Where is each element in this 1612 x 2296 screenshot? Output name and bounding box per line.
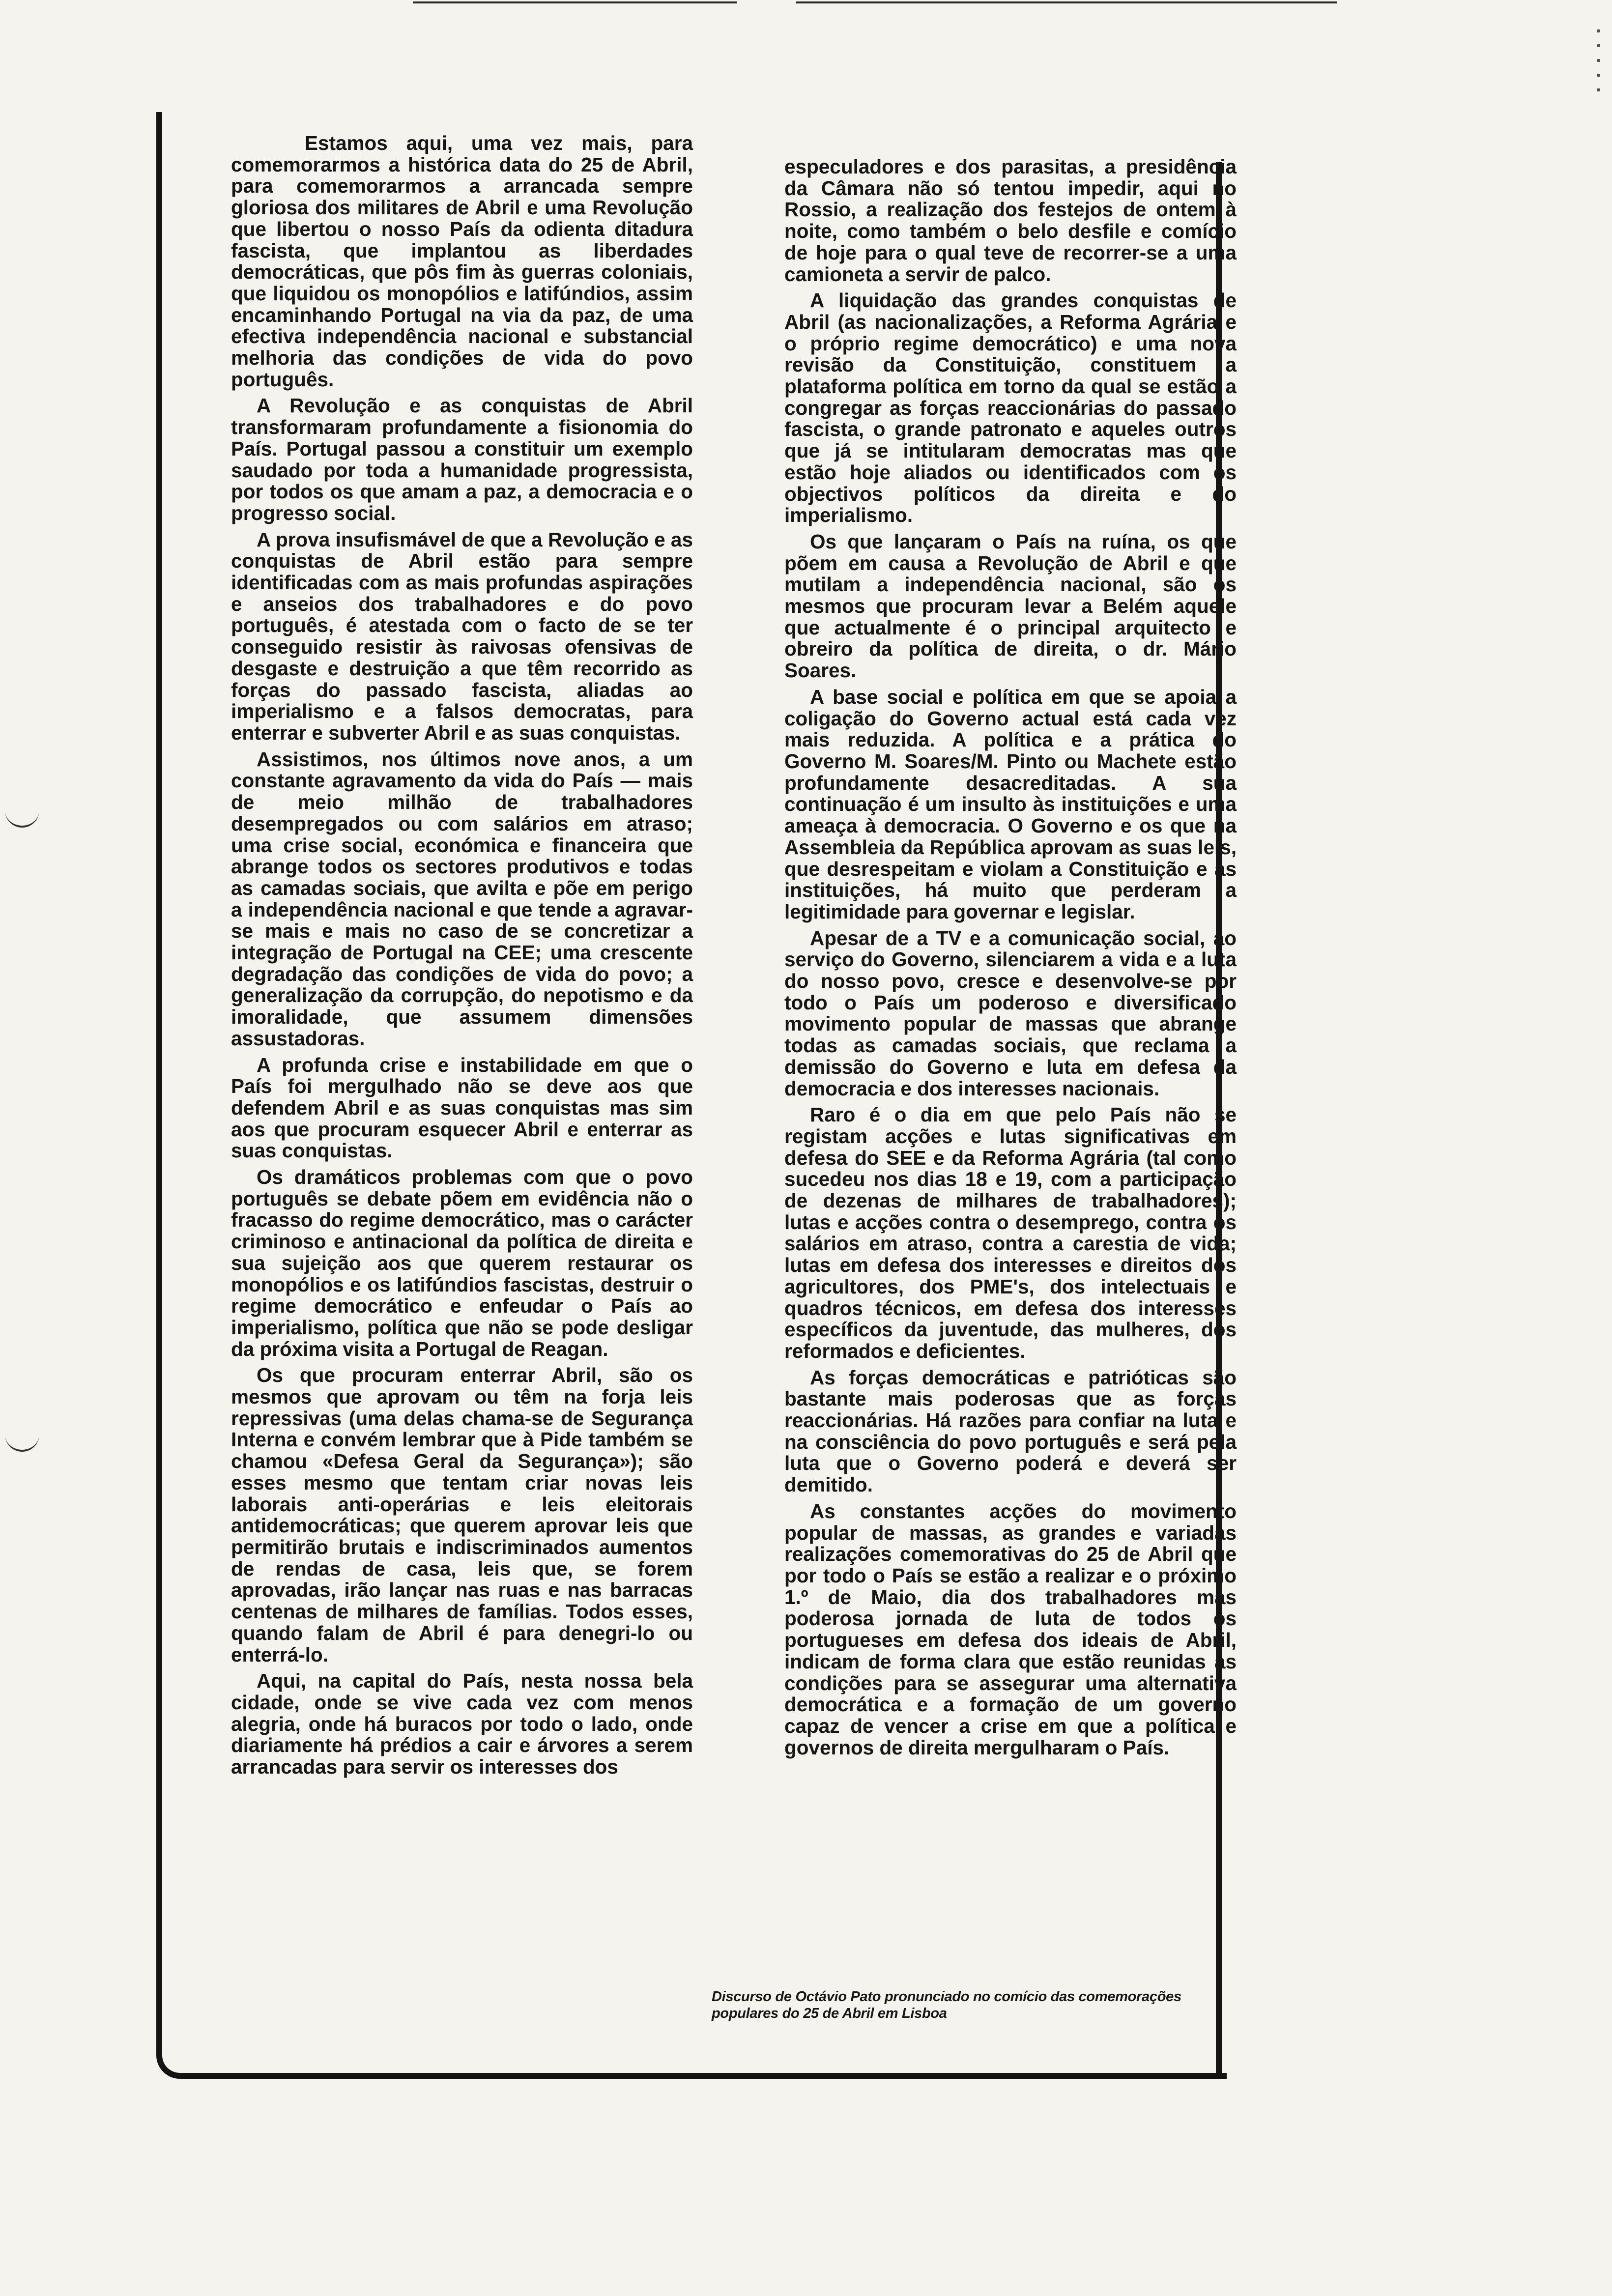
scan-mark [5, 806, 39, 828]
paragraph: A base social e política em que se apoia a coligação do Governo actual está cada vez mais reduzida. A política e a prática do Governo M. Soares/M. Pinto ou Machete estão profundamente desacreditadas. A sua continuação é um insulto às instituições e uma ameaça à democracia. O Governo e os que na Assembleia da República aprovam as suas leis, que desrespeitam e violam a Constituição e as instituições, há muito que perderam a legitimidade para governar e legislar. [784, 685, 1237, 923]
top-rule-right [796, 1, 1337, 3]
top-rule-left [413, 1, 737, 3]
paragraph: A prova insufismável de que a Revolução e as conquistas de Abril estão para sempre identificadas com as mais profundas aspirações e anseios dos trabalhadores e do povo português, é atestada com o facto de se ter conseguido resistir às raivosas ofensivas de desgaste e destruição a que têm recorrido as forças do passado fascista, aliadas ao imperialismo e a falsos democratas, para enterrar e subverter Abril e as suas conquistas. [231, 528, 693, 744]
scan-mark [5, 1430, 39, 1452]
paragraph: A Revolução e as conquistas de Abril transformaram profundamente a fisionomia do País. Portugal passou a constituir um exemplo saudado por toda a humanidade progressista, por todos os que amam a paz, a democracia e o progresso social. [231, 394, 693, 524]
paragraph: Os que procuram enterrar Abril, são os mesmos que aprovam ou têm na forja leis repressivas (uma delas chama-se de Segurança Interna e convém lembrar que à Pide também se chamou «Defesa Geral da Segurança»); são esses mesmo que tentam criar novas leis laborais anti-operárias e leis eleitorais antidemocráticas; que querem aprovar leis que permitirão brutais e indiscriminados aumentos de rendas de casa, leis que, se forem aprovadas, irão lançar nas ruas e nas barracas centenas de milhares de famílias. Todos esses, quando falam de Abril é para denegri-lo ou enterrá-lo. [231, 1364, 693, 1666]
paragraph: Assistimos, nos últimos nove anos, a um constante agravamento da vida do País — mais de meio milhão de trabalhadores desempregados ou com salários em atraso; uma crise social, económica e financeira que abrange todos os sectores produtivos e todas as camadas sociais, que avilta e põe em perigo a independência nacional e que tende a agravar-se mais e mais no caso de se concretizar a integração de Portugal na CEE; uma crescente degradação das condições de vida do povo; a generalização da corrupção, do nepotismo e da imoralidade, que assumem dimensões assustadoras. [231, 747, 693, 1050]
paragraph: Raro é o dia em que pelo País não se registam acções e lutas significativas em defesa do SEE e da Reforma Agrária (tal como sucedeu nos dias 18 e 19, com a participação de dezenas de milhares de trabalhadores); lutas e acções contra o desemprego, contra os salários em atraso, contra a carestia de vida; lutas em defesa dos interesses e direitos dos agricultores, dos PME's, dos intelectuais e quadros técnicos, em defesa dos interesses específicos da juventude, das mulheres, dos reformados e deficientes. [784, 1103, 1237, 1362]
paragraph: Aqui, na capital do País, nesta nossa bela cidade, onde se vive cada vez com menos alegria, onde há buracos por todo o lado, onde diariamente há prédios a cair e árvores a serem arrancadas para servir os interesses dos [231, 1669, 693, 1779]
paragraph: Os que lançaram o País na ruína, os que põem em causa a Revolução de Abril e que mutilam a independência nacional, são os mesmos que procuram levar a Belém aquele que actualmente é o principal arquitecto e obreiro da política de direita, o dr. Mário Soares. [784, 530, 1237, 682]
paragraph: As constantes acções do movimento popular de massas, as grandes e variadas realizações comemorativas do 25 de Abril que por todo o País se estão a realizar e o próximo 1.º de Maio, dia dos trabalhadores mas poderosa jornada de luta de todos os portugueses em defesa dos ideais de Abril, indicam de forma clara que estão reunidas as condições para se assegurar uma alternativa democrática e a formação de um governo capaz de vencer a crise em que a política e governos de direita mergulharam o País. [784, 1499, 1237, 1759]
speech-caption: Discurso de Octávio Pato pronunciado no comício das comemorações populares do 25 de Abril em Lisboa [712, 1989, 1181, 2021]
paragraph: Os dramáticos problemas com que o povo português se debate põem em evidência não o fracasso do regime democrático, mas o carácter criminoso e antinacional da política de direita e sua sujeição aos que querem restaurar os monopólios e os latifúndios fascistas, destruir o regime democrático e enfeudar o País ao imperialismo, política que não se pode desligar da próxima visita a Portugal de Reagan. [231, 1166, 693, 1360]
paragraph: Estamos aqui, uma vez mais, para comemorarmos a histórica data do 25 de Abril, para comemorarmos a arrancada sempre gloriosa dos militares de Abril e uma Revolução que libertou o nosso País da odienta ditadura fascista, que implantou as liberdades democráticas, que pôs fim às guerras coloniais, que liquidou os monopólios e latifúndios, assim encaminhando Portugal na via da paz, de uma efectiva independência nacional e substancial melhoria das condições de vida do povo português. [231, 132, 693, 391]
paragraph: Apesar de a TV e a comunicação social, ao serviço do Governo, silenciarem a vida e a luta do nosso povo, cresce e desenvolve-se por todo o País um poderoso e diversificado movimento popular de massas que abrange todas as camadas sociais, que reclama a demissão do Governo e luta em defesa da democracia e dos interesses nacionais. [784, 926, 1237, 1100]
article-column-right [784, 156, 1237, 1763]
scan-edge-marks [1597, 29, 1600, 98]
article-column-left [231, 133, 693, 1783]
paragraph: especuladores e dos parasitas, a presidência da Câmara não só tentou impedir, aqui no Rossio, a realização dos festejos de ontem à noite, como também o belo desfile e comício de hoje para o qual teve de recorrer-se a uma camioneta a servir de palco. [784, 155, 1237, 286]
paragraph: A profunda crise e instabilidade em que o País foi mergulhado não se deve aos que defendem Abril e as suas conquistas mas sim aos que procuram esquecer Abril e enterrar as suas conquistas. [231, 1053, 693, 1162]
paragraph: As forças democráticas e patrióticas são bastante mais poderosas que as forças reaccionárias. Há razões para confiar na luta e na consciência do povo português e será pela luta que o Governo poderá e deverá ser demitido. [784, 1366, 1237, 1496]
paragraph: A liquidação das grandes conquistas de Abril (as nacionalizações, a Reforma Agrária e o próprio regime democrático) e uma nova revisão da Constituição, constituem a plataforma política em torno da qual se estão a congregar as forças reaccionárias do passado fascista, o grande patronato e aqueles outros que já se intitularam democratas mas que estão hoje aliados ou identificados com os objectivos políticos da direita e do imperialismo. [784, 289, 1237, 527]
